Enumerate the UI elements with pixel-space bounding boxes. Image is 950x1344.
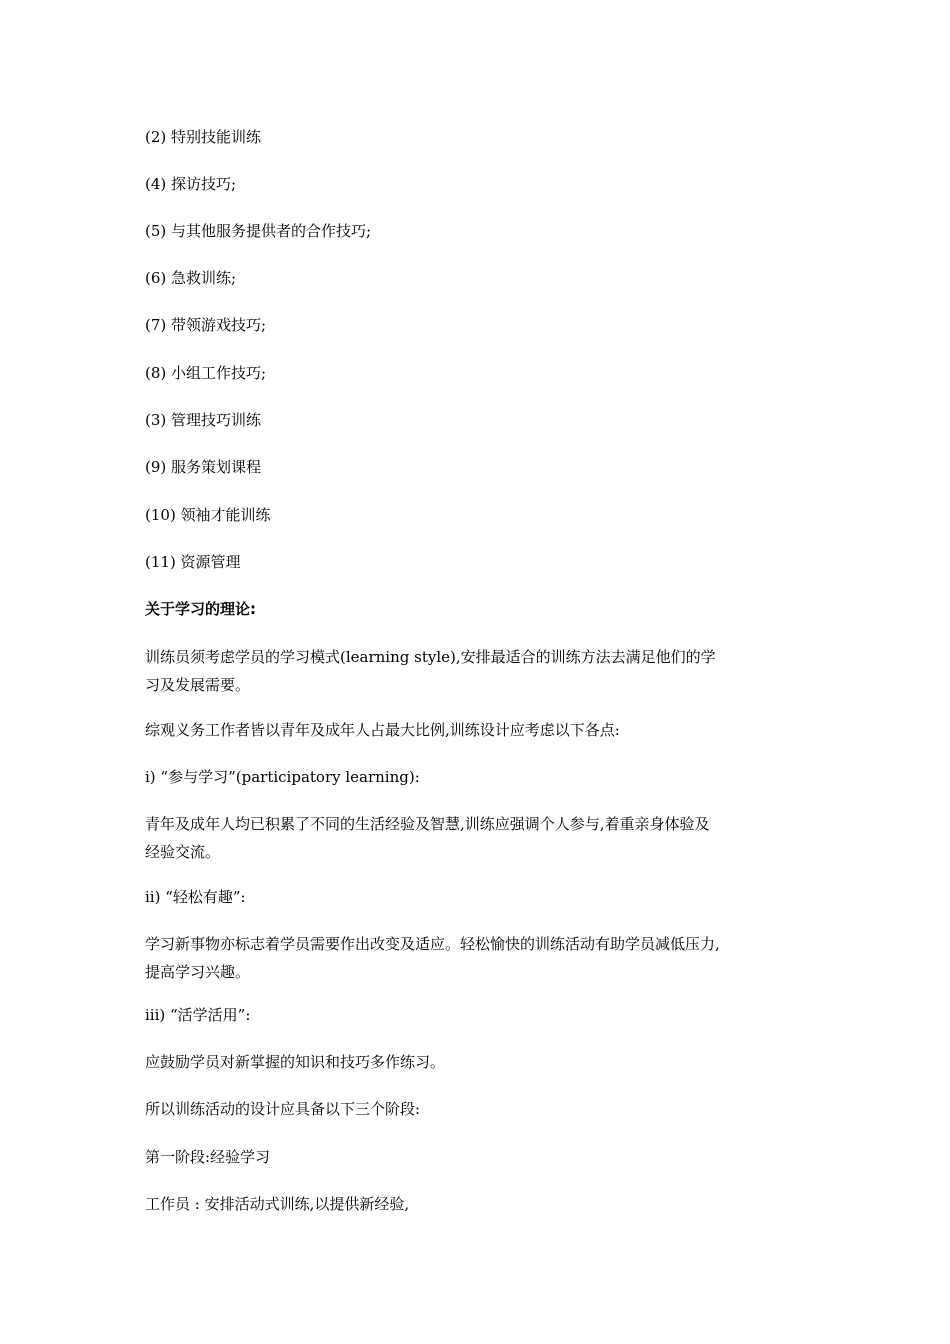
list-item-visiting-skills: (4) 探访技巧; — [145, 175, 237, 193]
paragraph-apply-learning: 应鼓励学员对新掌握的知识和技巧多作练习。 — [145, 1053, 446, 1071]
list-item-resource-management: (11) 资源管理 — [145, 553, 241, 571]
point-title-participatory: i) “参与学习”(participatory learning): — [145, 768, 420, 786]
stage-one-worker: 工作员 : 安排活动式训练,以提供新经验, — [145, 1195, 410, 1213]
list-item-first-aid: (6) 急救训练; — [145, 269, 237, 287]
paragraph-participatory — [145, 810, 810, 866]
list-item-service-planning: (9) 服务策划课程 — [145, 458, 262, 476]
list-item-management-skills: (3) 管理技巧训练 — [145, 411, 262, 429]
list-item-cooperation-skills: (5) 与其他服务提供者的合作技巧; — [145, 222, 372, 240]
list-item-group-work: (8) 小组工作技巧; — [145, 364, 267, 382]
point-title-relaxed-fun: ii) “轻松有趣”: — [145, 888, 246, 906]
paragraph-considerations: 综观义务工作者皆以青年及成年人占最大比例,训练设计应考虑以下各点: — [145, 721, 620, 739]
paragraph-learning-style — [145, 643, 810, 699]
paragraph-stages-intro: 所以训练活动的设计应具备以下三个阶段: — [145, 1100, 421, 1118]
point-title-apply-learning: iii) “活学活用”: — [145, 1006, 251, 1024]
section-heading: 关于学习的理论: — [145, 600, 256, 618]
paragraph-line: 习及发展需要。 — [145, 676, 251, 694]
paragraph-line: 青年及成年人均已积累了不同的生活经验及智慧,训练应强调个人参与,着重亲身体验及 — [145, 815, 710, 833]
paragraph-line: 提高学习兴趣。 — [145, 963, 251, 981]
list-item-game-leading: (7) 带领游戏技巧; — [145, 316, 267, 334]
list-item-leadership: (10) 领袖才能训练 — [145, 506, 271, 524]
paragraph-relaxed-fun — [145, 930, 810, 986]
list-item-special-skills: (2) 特别技能训练 — [145, 128, 262, 146]
paragraph-line: 训练员须考虑学员的学习模式(learning style),安排最适合的训练方法去满足他们的学 — [145, 648, 716, 666]
stage-one-title: 第一阶段:经验学习 — [145, 1148, 271, 1166]
paragraph-line: 经验交流。 — [145, 843, 221, 861]
paragraph-line: 学习新事物亦标志着学员需要作出改变及适应。轻松愉快的训练活动有助学员减低压力, — [145, 935, 720, 953]
